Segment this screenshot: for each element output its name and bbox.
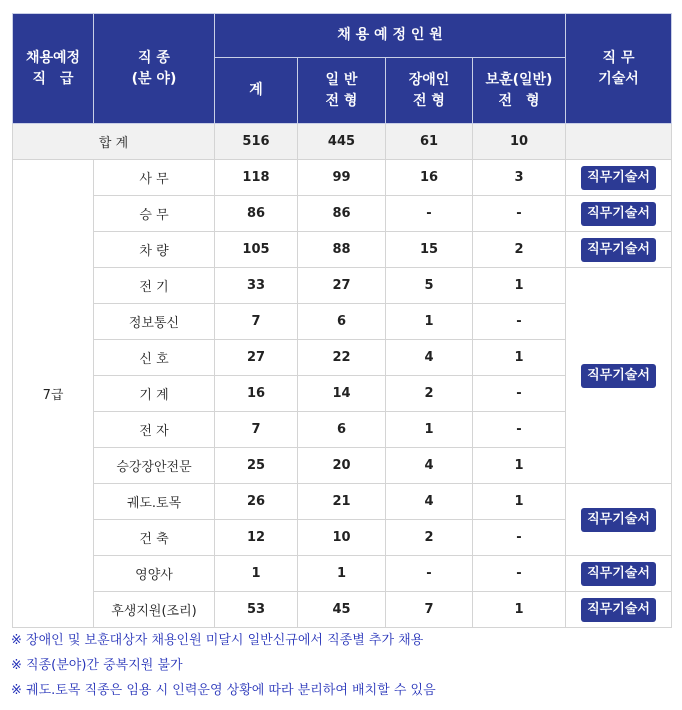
disabled-cell: 4 xyxy=(386,484,473,520)
header-planned: 채 용 예 정 인 원 xyxy=(215,14,566,58)
job-doc-button[interactable]: 직무기술서 xyxy=(581,562,656,586)
total-cell: 7 xyxy=(215,304,298,340)
job-doc-button[interactable]: 직무기술서 xyxy=(581,202,656,226)
field-cell: 영양사 xyxy=(94,556,215,592)
jobdesc-cell xyxy=(566,556,672,592)
job-doc-button[interactable]: 직무기술서 xyxy=(581,166,656,190)
header-total: 계 xyxy=(215,58,298,124)
total-cell: 105 xyxy=(215,232,298,268)
table-row xyxy=(13,556,672,592)
disabled-cell: 2 xyxy=(386,376,473,412)
table-row xyxy=(13,268,672,304)
total-cell: 53 xyxy=(215,592,298,628)
table-row xyxy=(13,232,672,268)
header-grade: 채용예정 직 급 xyxy=(13,14,94,124)
field-cell: 궤도.토목 xyxy=(94,484,215,520)
notes xyxy=(11,630,676,705)
total-cell: 1 xyxy=(215,556,298,592)
disabled-cell: 1 xyxy=(386,304,473,340)
veteran-cell: 1 xyxy=(473,340,566,376)
field-cell: 전 기 xyxy=(94,268,215,304)
total-cell: 7 xyxy=(215,412,298,448)
summary-row xyxy=(13,124,672,160)
veteran-cell: - xyxy=(473,412,566,448)
veteran-cell: 1 xyxy=(473,268,566,304)
disabled-cell: 7 xyxy=(386,592,473,628)
job-doc-button[interactable]: 직무기술서 xyxy=(581,364,656,388)
disabled-cell: - xyxy=(386,556,473,592)
general-cell: 20 xyxy=(298,448,386,484)
table-row xyxy=(13,592,672,628)
disabled-cell: 5 xyxy=(386,268,473,304)
general-cell: 6 xyxy=(298,304,386,340)
general-cell: 10 xyxy=(298,520,386,556)
jobdesc-cell xyxy=(566,196,672,232)
veteran-cell: - xyxy=(473,304,566,340)
veteran-cell: 1 xyxy=(473,592,566,628)
header-disabled: 장애인 전 형 xyxy=(386,58,473,124)
grade-cell: 7급 xyxy=(13,160,94,628)
field-cell: 전 자 xyxy=(94,412,215,448)
disabled-cell: - xyxy=(386,196,473,232)
jobdesc-cell xyxy=(566,484,672,556)
general-cell: 99 xyxy=(298,160,386,196)
general-cell: 6 xyxy=(298,412,386,448)
veteran-cell: 2 xyxy=(473,232,566,268)
general-cell: 88 xyxy=(298,232,386,268)
jobdesc-cell xyxy=(566,232,672,268)
veteran-cell: 1 xyxy=(473,484,566,520)
veteran-cell: - xyxy=(473,520,566,556)
disabled-cell: 2 xyxy=(386,520,473,556)
note-line: ※ 궤도.토목 직종은 임용 시 인력운영 상황에 따라 분리하여 배치할 수 있음 xyxy=(11,683,436,698)
veteran-cell: 3 xyxy=(473,160,566,196)
general-cell: 21 xyxy=(298,484,386,520)
total-cell: 12 xyxy=(215,520,298,556)
note-line: ※ 직종(분야)간 중복지원 불가 xyxy=(11,658,183,673)
job-doc-button[interactable]: 직무기술서 xyxy=(581,238,656,262)
job-doc-button[interactable]: 직무기술서 xyxy=(581,598,656,622)
total-cell: 33 xyxy=(215,268,298,304)
summary-total: 516 xyxy=(215,124,298,160)
veteran-cell: 1 xyxy=(473,448,566,484)
header-veteran: 보훈(일반) 전 형 xyxy=(473,58,566,124)
table-row xyxy=(13,196,672,232)
header-general: 일 반 전 형 xyxy=(298,58,386,124)
summary-disabled: 61 xyxy=(386,124,473,160)
general-cell: 27 xyxy=(298,268,386,304)
field-cell: 승 무 xyxy=(94,196,215,232)
veteran-cell: - xyxy=(473,556,566,592)
jobdesc-cell xyxy=(566,268,672,484)
summary-empty xyxy=(566,124,672,160)
field-cell: 기 계 xyxy=(94,376,215,412)
field-cell: 정보통신 xyxy=(94,304,215,340)
table-row xyxy=(13,484,672,520)
general-cell: 22 xyxy=(298,340,386,376)
job-doc-button[interactable]: 직무기술서 xyxy=(581,508,656,532)
field-cell: 후생지원(조리) xyxy=(94,592,215,628)
general-cell: 14 xyxy=(298,376,386,412)
disabled-cell: 1 xyxy=(386,412,473,448)
veteran-cell: - xyxy=(473,196,566,232)
general-cell: 45 xyxy=(298,592,386,628)
jobdesc-cell xyxy=(566,592,672,628)
total-cell: 118 xyxy=(215,160,298,196)
total-cell: 16 xyxy=(215,376,298,412)
general-cell: 86 xyxy=(298,196,386,232)
total-cell: 27 xyxy=(215,340,298,376)
field-cell: 건 축 xyxy=(94,520,215,556)
disabled-cell: 15 xyxy=(386,232,473,268)
disabled-cell: 4 xyxy=(386,448,473,484)
jobdesc-cell xyxy=(566,160,672,196)
recruitment-table xyxy=(12,13,672,628)
field-cell: 승강장안전문 xyxy=(94,448,215,484)
header-jobdesc: 직 무 기술서 xyxy=(566,14,672,124)
header-field: 직 종 (분 야) xyxy=(94,14,215,124)
summary-general: 445 xyxy=(298,124,386,160)
disabled-cell: 4 xyxy=(386,340,473,376)
summary-label: 합 계 xyxy=(13,124,215,160)
veteran-cell: - xyxy=(473,376,566,412)
table-row xyxy=(13,160,672,196)
disabled-cell: 16 xyxy=(386,160,473,196)
general-cell: 1 xyxy=(298,556,386,592)
field-cell: 신 호 xyxy=(94,340,215,376)
summary-veteran: 10 xyxy=(473,124,566,160)
total-cell: 86 xyxy=(215,196,298,232)
field-cell: 차 량 xyxy=(94,232,215,268)
field-cell: 사 무 xyxy=(94,160,215,196)
total-cell: 25 xyxy=(215,448,298,484)
total-cell: 26 xyxy=(215,484,298,520)
note-line: ※ 장애인 및 보훈대상자 채용인원 미달시 일반신규에서 직종별 추가 채용 xyxy=(11,633,424,648)
